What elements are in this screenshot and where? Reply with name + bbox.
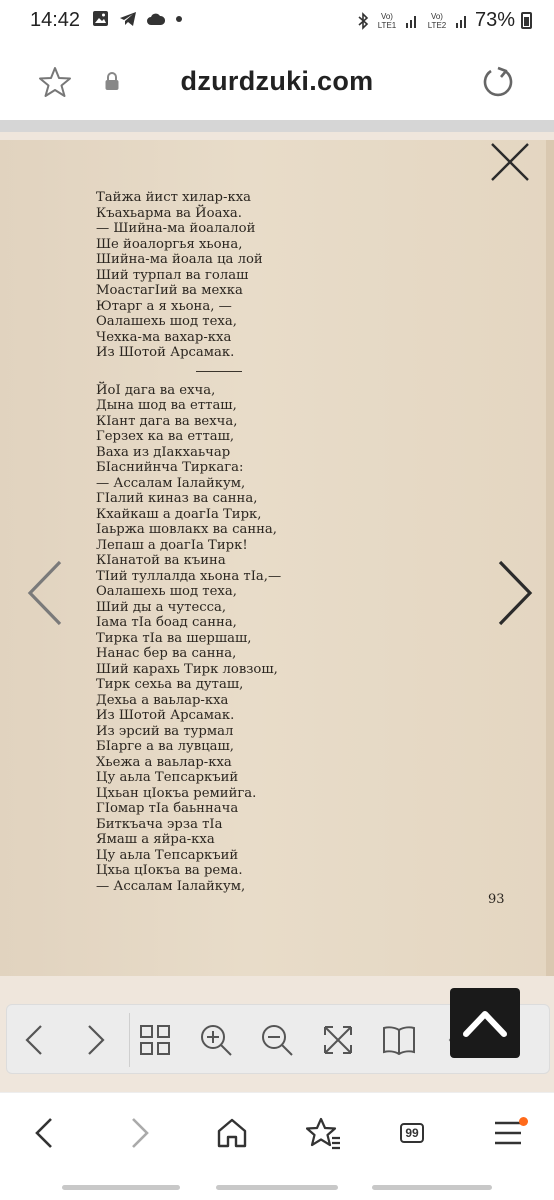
- poem-line: Цхьа цІокъа ва рема.: [96, 863, 243, 878]
- poem-line: Лепаш а доагІа Тирк!: [96, 537, 248, 553]
- gesture-bar-right: [372, 1185, 492, 1190]
- url-field[interactable]: dzurdzuki.com: [180, 66, 374, 96]
- notification-dot: [519, 1117, 528, 1126]
- status-right: [357, 9, 532, 32]
- poem-line: Шийна-ма йоала ца лой: [96, 252, 263, 267]
- zoom-in-button[interactable]: [198, 1022, 234, 1058]
- tabs-button[interactable]: [390, 1111, 434, 1155]
- poem-line: — Шийна-ма йоалалой: [96, 221, 256, 236]
- prev-page-button[interactable]: [17, 1022, 53, 1058]
- zoom-out-button[interactable]: [259, 1022, 295, 1058]
- poem-line: Оалашехь шод теха,: [96, 584, 237, 599]
- sim2-label: Vo) LTE2: [427, 11, 447, 30]
- poem-line: Биткъача эрза тІа: [96, 816, 223, 832]
- chevron-left-icon[interactable]: [24, 558, 66, 628]
- chevron-right-icon[interactable]: [494, 558, 536, 628]
- gesture-bar-left: [62, 1185, 180, 1190]
- poem-line: Из эрсий ва турмал: [96, 723, 234, 739]
- home-button[interactable]: [210, 1111, 254, 1155]
- poem-line: Іама тІа боад санна,: [96, 615, 237, 630]
- poem-line: МоастагІий ва мехка: [96, 283, 243, 298]
- close-icon[interactable]: [488, 140, 532, 184]
- book-view-button[interactable]: [381, 1022, 417, 1058]
- cloud-icon: [147, 12, 165, 26]
- poem-line: Ваха из дІакхаьчар: [96, 444, 231, 460]
- poem-line: Ше йоалоргья хьона,: [96, 236, 243, 252]
- poem-text: [96, 190, 281, 894]
- grid-icon: [139, 1024, 171, 1056]
- toolbar-divider: [129, 1013, 130, 1067]
- telegram-icon: [119, 11, 137, 27]
- poem-line: Ший ды а чутесса,: [96, 599, 227, 615]
- poem-line: Цу аьла Тепсаркъий: [96, 770, 239, 785]
- bookmarks-icon: [306, 1116, 342, 1150]
- poem-line: Ямаш а яйра-кха: [96, 832, 215, 847]
- dot-icon: [175, 15, 183, 23]
- gesture-bar-center: [216, 1185, 338, 1190]
- poem-line: Кхайкаш а доагІа Тирк,: [96, 506, 262, 522]
- document-viewer: [0, 132, 554, 1092]
- poem-line: Нанас бер ва санна,: [96, 646, 237, 661]
- forward-icon: [128, 1116, 152, 1150]
- prev-page-icon: [23, 1024, 47, 1056]
- poem-line: ГІалий киназ ва санна,: [96, 491, 258, 506]
- battery-percent: 73%: [474, 9, 515, 31]
- status-bar: [0, 0, 554, 44]
- poem-line: Тирк сехьа ва дуташ,: [96, 677, 244, 692]
- address-bar: [0, 44, 554, 120]
- bookmarks-button[interactable]: [302, 1111, 346, 1155]
- bluetooth-icon: [357, 12, 369, 30]
- menu-button[interactable]: [486, 1111, 530, 1155]
- back-icon: [32, 1116, 56, 1150]
- battery-icon: [521, 12, 532, 29]
- poem-line: — Ассалам Іалайкум,: [96, 878, 246, 894]
- poem-line: Цу аьла Тепсаркъий: [96, 847, 239, 863]
- poem-line: КІант дага ва вехча,: [96, 413, 238, 429]
- page-edge: [546, 140, 554, 976]
- fit-screen-button[interactable]: [320, 1022, 356, 1058]
- home-icon: [215, 1116, 249, 1150]
- status-time: 14:42: [30, 9, 81, 31]
- poem-line: Из Шотой Арсамак.: [96, 708, 235, 723]
- page-number: 93: [488, 892, 505, 907]
- fit-screen-icon: [322, 1024, 354, 1056]
- reload-icon[interactable]: [478, 62, 518, 102]
- poem-line: Тайжа йист хилар-кха: [96, 190, 251, 205]
- zoom-in-icon: [199, 1023, 233, 1057]
- book-icon: [382, 1025, 416, 1055]
- poem-line: ТІий туллалда хьона тІа,—: [96, 568, 282, 584]
- back-button[interactable]: [22, 1111, 66, 1155]
- poem-line: Ютарг а я хьона, —: [96, 298, 232, 314]
- poem-line: Ший турпал ва голаш: [96, 267, 249, 283]
- thumbnails-button[interactable]: [137, 1022, 173, 1058]
- poem-line: Ший карахь Тирк ловзош,: [96, 661, 278, 677]
- tabs-count: 99: [400, 1123, 423, 1143]
- forward-button[interactable]: [118, 1111, 162, 1155]
- poem-line: Дехьа а ваьлар-кха: [96, 692, 229, 708]
- status-left-icons: [92, 10, 183, 27]
- poem-line: БІарге а ва лувцаш,: [96, 739, 234, 754]
- next-page-icon: [83, 1024, 107, 1056]
- poem-line: ГІомар тІа баьннача: [96, 801, 239, 816]
- poem-line: Къахьарма ва Йоахa.: [96, 205, 242, 221]
- page-progress-bar: [0, 120, 554, 132]
- poem-line: — Ассалам Іалайкум,: [96, 475, 246, 491]
- poem-line: Дына шод ва етташ,: [96, 398, 237, 413]
- image-icon: [92, 10, 109, 27]
- next-page-button[interactable]: [77, 1022, 113, 1058]
- poem-line: Цхьан цІокъа ремийга.: [96, 785, 257, 801]
- signal-icon: [405, 13, 419, 29]
- scroll-top-icon: [462, 1008, 508, 1038]
- poem-line: ЙоІ дага ва ехча,: [96, 382, 216, 398]
- poem-line: Чехка-ма вахар-кха: [96, 329, 232, 345]
- stanza-separator: [96, 361, 281, 383]
- browser-bottom-nav: [0, 1092, 554, 1200]
- poem-line: Оалашехь шод теха,: [96, 314, 237, 329]
- zoom-out-icon: [260, 1023, 294, 1057]
- scroll-top-button[interactable]: [450, 988, 520, 1058]
- poem-line: Хьежа а ваьлар-кха: [96, 754, 232, 770]
- poem-line: БІаснийнча Тиркага:: [96, 460, 244, 475]
- poem-line: КІанатой ва къина: [96, 553, 226, 568]
- sim1-label: Vo) LTE1: [377, 11, 397, 30]
- signal-icon: [455, 13, 469, 29]
- poem-line: Герзех ка ва етташ,: [96, 429, 235, 444]
- poem-line: Іаьржа шовлакх ва санна,: [96, 522, 277, 537]
- poem-line: Тирка тІа ва шершаш,: [96, 630, 252, 646]
- poem-line: Из Шотой Арсамак.: [96, 345, 235, 360]
